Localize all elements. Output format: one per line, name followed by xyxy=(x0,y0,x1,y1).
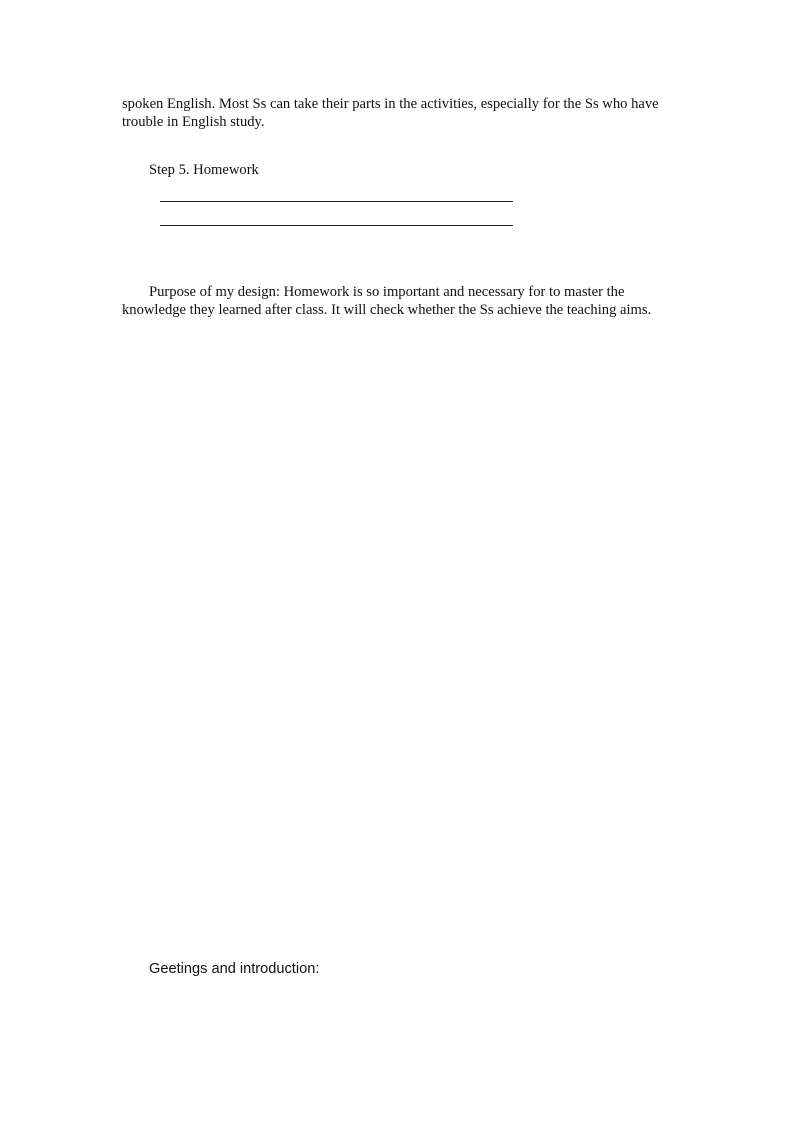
greetings-heading: Geetings and introduction: xyxy=(149,961,320,977)
continuation-paragraph: spoken English. Most Ss can take their parts in the activities, especially for the Ss who have trouble in English study. xyxy=(122,96,659,130)
step-heading: Step 5. Homework xyxy=(149,162,259,178)
homework-blank-line xyxy=(160,225,513,226)
homework-blank-line xyxy=(160,201,513,202)
purpose-paragraph: Purpose of my design: Homework is so important and necessary for to master the knowledge they learned after class. It will check whether the Ss achieve the teaching aims. xyxy=(122,284,652,318)
